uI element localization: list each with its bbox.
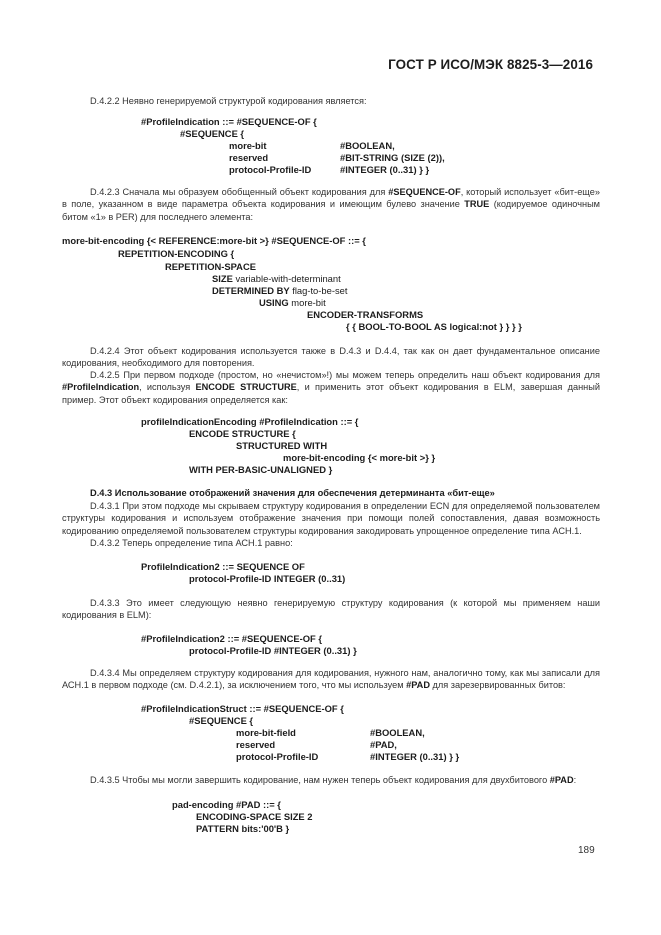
code-line: #SEQUENCE { <box>180 128 245 139</box>
code-line: protocol-Profile-ID INTEGER (0..31) <box>189 573 346 584</box>
paragraph-d4-3-5: D.4.3.5 Чтобы мы могли завершить кодирование, нам нужен теперь объект кодирования для двухбитового #PAD: <box>90 775 577 785</box>
code-line: STRUCTURED WITH <box>236 440 328 451</box>
code-field-name: reserved <box>229 152 269 163</box>
paragraph-d4-3-1: D.4.3.1 При этом подходе мы скрываем структуру кодирования в определении ECN для определяемой пользователем структуры кодирования и используем отображение значения при помощи полей сопоставления, давая возможность кодированию определяемой пользователем структуры кодирования закодировать упрощенное определение типа АСН.1. <box>62 501 600 536</box>
document-header-title: ГОСТ Р ИСО/МЭК 8825-3—2016 <box>388 57 593 72</box>
code-line: protocol-Profile-ID #INTEGER (0..31) } <box>189 645 357 656</box>
code-line: DETERMINED BY flag-to-be-set <box>212 285 348 296</box>
paragraph-d4-2-2: D.4.2.2 Неявно генерируемой структурой кодирования является: <box>90 96 367 106</box>
code-field-type: #INTEGER (0..31) } } <box>370 751 460 762</box>
section-heading-d4-3: D.4.3 Использование отображений значения для обеспечения детерминанта «бит-еще» <box>90 488 495 498</box>
code-line: REPETITION-ENCODING { <box>118 248 235 259</box>
code-line: USING more-bit <box>259 297 326 308</box>
paragraph-d4-2-4: D.4.2.4 Этот объект кодирования используется также в D.4.3 и D.4.4, так как он дает фундаментальное описание кодирования, необходимого для повторения. <box>62 346 600 369</box>
code-line: more-bit-encoding {< more-bit >} } <box>283 452 436 463</box>
code-field-name: reserved <box>236 739 276 750</box>
code-field-type: #BIT-STRING (SIZE (2)), <box>340 152 445 163</box>
code-line: SIZE variable-with-determinant <box>212 273 341 284</box>
paragraph-d4-3-2: D.4.3.2 Теперь определение типа АСН.1 равно: <box>90 538 293 548</box>
code-line: more-bit-encoding {< REFERENCE:more-bit >} #SEQUENCE-OF ::= { <box>62 235 366 246</box>
code-line: { { BOOL-TO-BOOL AS logical:not } } } } <box>346 321 522 332</box>
code-line: #SEQUENCE { <box>189 715 254 726</box>
code-line: profileIndicationEncoding #ProfileIndication ::= { <box>141 416 359 427</box>
code-field-name: more-bit-field <box>236 727 296 738</box>
code-field-type: #PAD, <box>370 739 397 750</box>
code-line: ENCODE STRUCTURE { <box>189 428 296 439</box>
code-line: #ProfileIndicationStruct ::= #SEQUENCE-OF { <box>141 703 344 714</box>
paragraph-d4-3-3: D.4.3.3 Это имеет следующую неявно генерируемую структуру кодирования (к которой мы применяем наши кодирования в ELM): <box>62 598 600 621</box>
code-field-name: more-bit <box>229 140 267 151</box>
code-line: ENCODER-TRANSFORMS <box>307 309 424 320</box>
page-number: 189 <box>578 845 595 856</box>
code-line: ProfileIndication2 ::= SEQUENCE OF <box>141 561 305 572</box>
code-line: #ProfileIndication ::= #SEQUENCE-OF { <box>141 116 317 127</box>
paragraph-d4-2-5: D.4.2.5 При первом подходе (простом, но «нечистом»!) мы можем теперь определить наш объект кодирования для #ProfileIndication, используя ENCODE STRUCTURE, и применить этот объект кодирования в ELM, завершая данный пример. Этот объект кодирования определяется как: <box>62 370 600 405</box>
code-line: WITH PER-BASIC-UNALIGNED } <box>189 464 333 475</box>
code-field-name: protocol-Profile-ID <box>236 751 319 762</box>
paragraph-d4-3-4: D.4.3.4 Мы определяем структуру кодирования для кодирования, нужного нам, аналогично тому, как мы записали для АСН.1 в первом подходе (см. D.4.2.1), за исключением того, что мы используем #PAD для зарезервированных битов: <box>62 668 600 691</box>
code-line: PATTERN bits:'00'B } <box>196 823 290 834</box>
code-field-name: protocol-Profile-ID <box>229 164 312 175</box>
code-line: ENCODING-SPACE SIZE 2 <box>196 811 313 822</box>
code-line: pad-encoding #PAD ::= { <box>172 799 281 810</box>
code-line: #ProfileIndication2 ::= #SEQUENCE-OF { <box>141 633 323 644</box>
code-field-type: #BOOLEAN, <box>370 727 425 738</box>
code-field-type: #BOOLEAN, <box>340 140 395 151</box>
code-line: REPETITION-SPACE <box>165 261 256 272</box>
code-field-type: #INTEGER (0..31) } } <box>340 164 430 175</box>
paragraph-d4-2-3: D.4.2.3 Сначала мы образуем обобщенный объект кодирования для #SEQUENCE-OF, который использует «бит-еще» в поле, указанном в виде параметра объекта кодирования и имеющим булево значение TRUE (кодируемое одиночным битом «1» в PER) для последнего элемента: <box>62 187 600 222</box>
